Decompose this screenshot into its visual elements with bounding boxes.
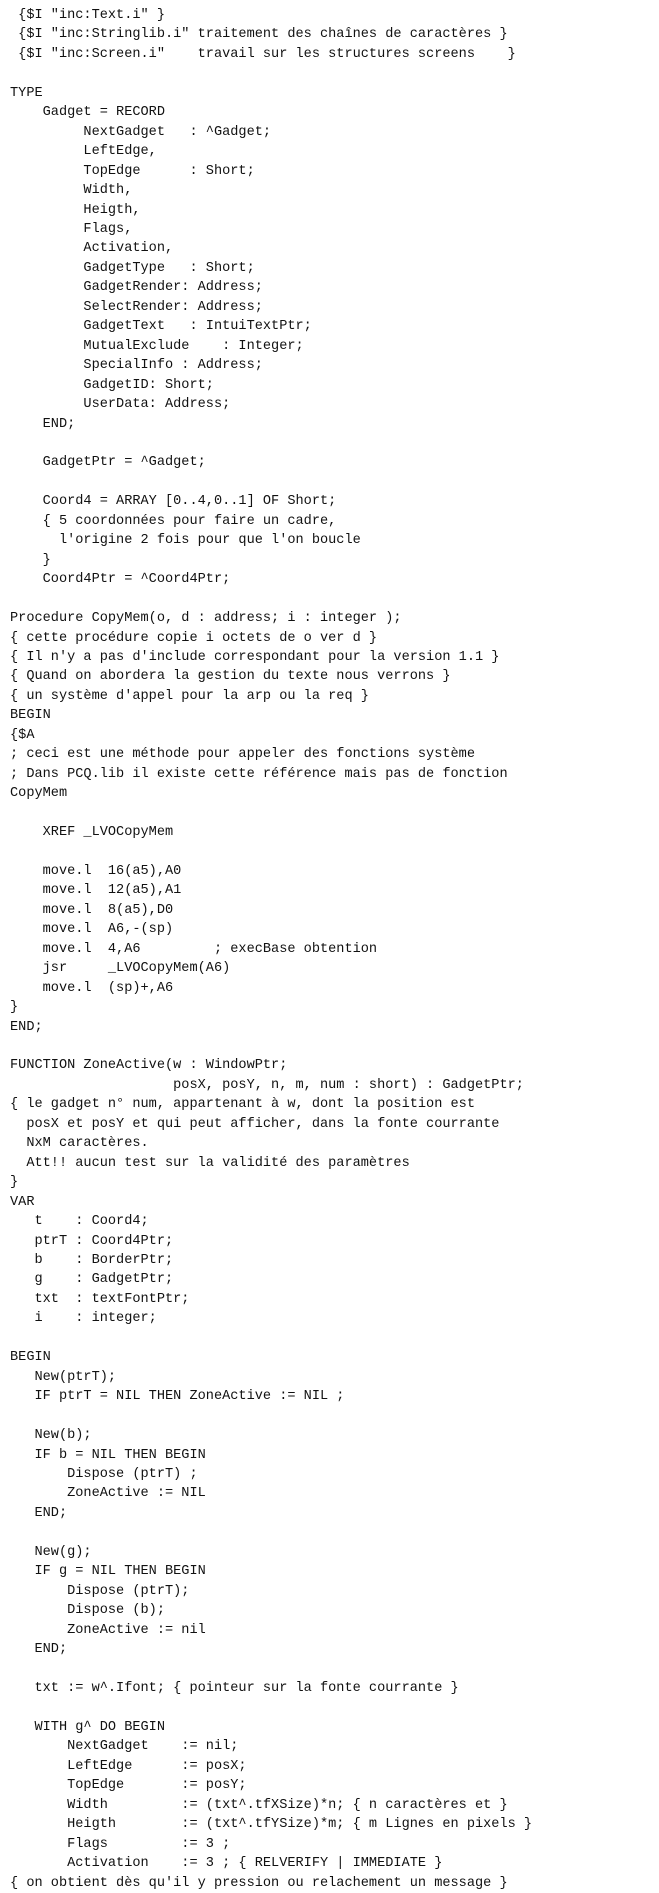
code-line <box>10 804 655 823</box>
code-listing <box>10 6 655 1893</box>
code-line: Att!! aucun test sur la validité des paramètres <box>10 1155 410 1171</box>
code-line: BEGIN <box>10 1350 51 1366</box>
code-line: move.l 4,A6 ; execBase obtention <box>10 941 378 957</box>
code-line: FUNCTION ZoneActive(w : WindowPtr; <box>10 1058 288 1074</box>
code-line: IF b = NIL THEN BEGIN <box>10 1447 206 1463</box>
code-line: {$I "inc:Stringlib.i" traitement des chaînes de caractères } <box>10 27 508 43</box>
code-line: NextGadget : ^Gadget; <box>10 124 272 140</box>
code-line: GadgetType : Short; <box>10 260 255 276</box>
code-line: jsr _LVOCopyMem(A6) <box>10 961 231 977</box>
code-line: { cette procédure copie i octets de o ver d } <box>10 630 378 646</box>
code-line: { 5 coordonnées pour faire un cadre, <box>10 513 337 529</box>
code-line <box>10 842 655 861</box>
code-line: Procedure CopyMem(o, d : address; i : integer ); <box>10 611 402 627</box>
code-line: { un système d'appel pour la arp ou la req } <box>10 688 369 704</box>
code-line: LeftEdge := posX; <box>10 1758 247 1774</box>
code-line: Coord4 = ARRAY [0..4,0..1] OF Short; <box>10 494 337 510</box>
code-line: Dispose (b); <box>10 1603 165 1619</box>
code-line: SpecialInfo : Address; <box>10 358 263 374</box>
code-line: Heigth := (txt^.tfYSize)*m; { m Lignes en pixels } <box>10 1817 533 1833</box>
code-line: move.l (sp)+,A6 <box>10 980 174 996</box>
code-line: i : integer; <box>10 1311 157 1327</box>
code-line <box>10 1037 655 1056</box>
code-line: } <box>10 552 51 568</box>
code-line: move.l 12(a5),A1 <box>10 883 182 899</box>
code-line: b : BorderPtr; <box>10 1253 174 1268</box>
code-line: txt := w^.Ifont; { pointeur sur la fonte courrante } <box>10 1680 459 1696</box>
code-line: g : GadgetPtr; <box>10 1272 174 1288</box>
code-line: GadgetText : IntuiTextPtr; <box>10 319 312 335</box>
code-line: Dispose (ptrT); <box>10 1583 190 1599</box>
code-line <box>10 1523 655 1542</box>
code-line: } <box>10 1000 19 1016</box>
code-line: Heigth, <box>10 202 141 218</box>
code-line: ZoneActive := nil <box>10 1622 206 1638</box>
code-line <box>10 473 655 492</box>
code-line: posX, posY, n, m, num : short) : GadgetPtr; <box>10 1077 524 1093</box>
code-line: Width := (txt^.tfXSize)*n; { n caractères et } <box>10 1797 508 1813</box>
code-line: { Quand on abordera la gestion du texte nous verrons } <box>10 669 451 685</box>
code-line: txt : textFontPtr; <box>10 1291 190 1307</box>
code-line: XREF _LVOCopyMem <box>10 825 174 841</box>
code-line: VAR <box>10 1194 35 1210</box>
code-line: {$I "inc:Screen.i" travail sur les structures screens } <box>10 46 516 62</box>
code-line: } <box>10 1175 19 1191</box>
code-line: Flags, <box>10 221 133 237</box>
code-line: New(b); <box>10 1428 92 1444</box>
code-line <box>10 1660 655 1679</box>
code-line: NxM caractères. <box>10 1136 149 1152</box>
code-line <box>10 1698 655 1717</box>
code-line: END; <box>10 1505 68 1521</box>
code-line: Activation, <box>10 241 174 257</box>
code-line <box>10 1407 655 1426</box>
code-line: IF g = NIL THEN BEGIN <box>10 1564 206 1580</box>
code-line: l'origine 2 fois pour que l'on boucle <box>10 533 361 549</box>
code-line <box>10 1329 655 1348</box>
code-line: Dispose (ptrT) ; <box>10 1466 198 1482</box>
code-line: Activation := 3 ; { RELVERIFY | IMMEDIATE } <box>10 1856 443 1872</box>
code-line: Coord4Ptr = ^Coord4Ptr; <box>10 572 231 588</box>
code-line: END; <box>10 1019 43 1035</box>
code-line <box>10 590 655 609</box>
code-line: {$I "inc:Text.i" } <box>10 8 165 23</box>
code-line: CopyMem <box>10 786 68 802</box>
code-line: LeftEdge, <box>10 144 157 160</box>
code-line: Width, <box>10 183 133 199</box>
code-line: MutualExclude : Integer; <box>10 338 304 354</box>
code-line: END; <box>10 416 76 432</box>
code-line: New(g); <box>10 1544 92 1560</box>
code-line: { Il n'y a pas d'include correspondant pour la version 1.1 } <box>10 649 500 665</box>
code-line: t : Coord4; <box>10 1214 149 1230</box>
code-line: move.l A6,-(sp) <box>10 922 174 938</box>
code-line: GadgetPtr = ^Gadget; <box>10 455 206 471</box>
code-line: { le gadget n° num, appartenant à w, dont la position est <box>10 1097 475 1113</box>
code-line: move.l 16(a5),A0 <box>10 863 182 879</box>
code-line: GadgetID: Short; <box>10 377 214 393</box>
code-line: NextGadget := nil; <box>10 1739 239 1755</box>
code-line: { on obtient dès qu'il y pression ou relachement un message } <box>10 1875 508 1891</box>
code-line: move.l 8(a5),D0 <box>10 902 174 918</box>
code-line <box>10 64 655 83</box>
code-line: GadgetRender: Address; <box>10 280 263 296</box>
code-line: TopEdge := posY; <box>10 1778 247 1794</box>
code-line: END; <box>10 1642 68 1658</box>
code-line: New(ptrT); <box>10 1369 117 1385</box>
code-line: TYPE <box>10 85 43 101</box>
code-line: IF ptrT = NIL THEN ZoneActive := NIL ; <box>10 1389 345 1405</box>
code-line <box>10 434 655 453</box>
code-line: BEGIN <box>10 708 51 724</box>
code-line: ptrT : Coord4Ptr; <box>10 1233 174 1249</box>
code-line: WITH g^ DO BEGIN <box>10 1719 165 1735</box>
code-line: TopEdge : Short; <box>10 163 255 179</box>
code-line: ; ceci est une méthode pour appeler des fonctions système <box>10 747 475 763</box>
code-line: ; Dans PCQ.lib il existe cette référence mais pas de fonction <box>10 766 508 782</box>
code-line: {$A <box>10 727 35 743</box>
code-line: SelectRender: Address; <box>10 299 263 315</box>
code-line: posX et posY et qui peut afficher, dans la fonte courrante <box>10 1116 500 1132</box>
code-line: ZoneActive := NIL <box>10 1486 206 1502</box>
code-line: UserData: Address; <box>10 397 231 413</box>
code-line: Flags := 3 ; <box>10 1836 231 1852</box>
code-line: Gadget = RECORD <box>10 105 165 121</box>
